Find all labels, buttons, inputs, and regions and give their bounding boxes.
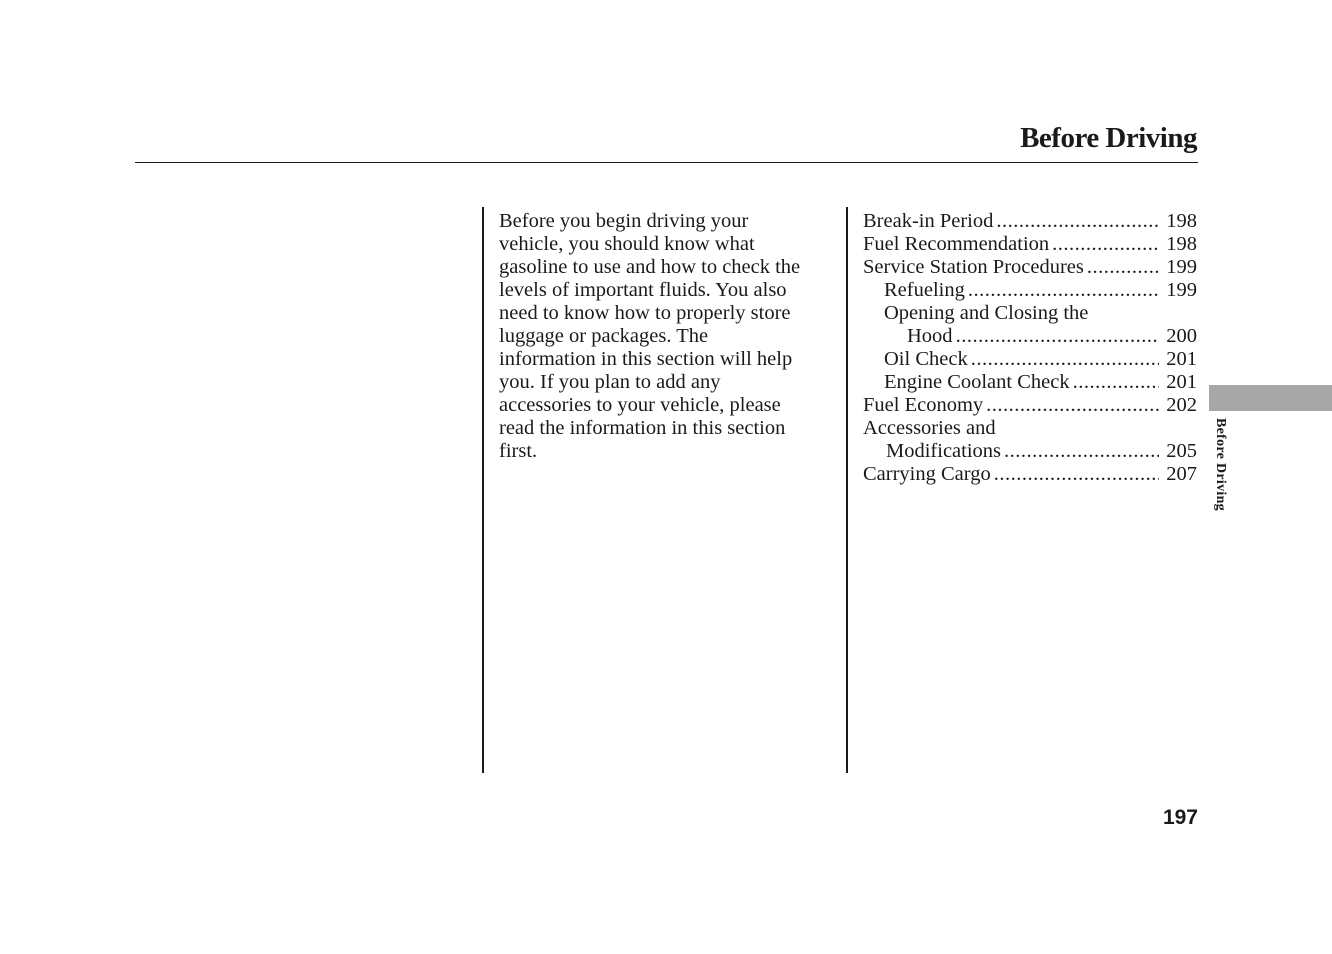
toc-leader-dots (1004, 440, 1159, 463)
toc-leader-dots (994, 463, 1160, 486)
section-side-tab (1209, 385, 1332, 411)
toc-entry-opening-closing-hood-line1[interactable] (863, 302, 1197, 325)
toc-entry-label: Carrying Cargo (863, 463, 991, 485)
toc-entry-page: 207 (1166, 463, 1197, 485)
toc-entry-label: Engine Coolant Check (884, 371, 1070, 393)
toc-entry-break-in-period[interactable] (863, 210, 1197, 233)
toc-entry-oil-check[interactable] (863, 348, 1197, 371)
toc-entry-page: 201 (1166, 371, 1197, 393)
toc-entry-page: 202 (1166, 394, 1197, 416)
intro-line: read the information in this section (499, 417, 786, 439)
toc-entry-label: Opening and Closing the (884, 302, 1089, 324)
page-title: Before Driving (1020, 122, 1197, 154)
toc-entry-label: Hood (907, 325, 953, 347)
toc-entry-page: 200 (1166, 325, 1197, 347)
toc-entry-label: Refueling (884, 279, 965, 301)
intro-line: vehicle, you should know what (499, 233, 755, 255)
intro-line: accessories to your vehicle, please (499, 394, 781, 416)
toc-entry-page: 199 (1166, 279, 1197, 301)
toc-entry-page: 198 (1166, 233, 1197, 255)
page-number: 197 (1162, 806, 1198, 829)
toc-leader-dots (986, 394, 1159, 417)
toc-entry-label: Fuel Recommendation (863, 233, 1050, 255)
toc-entry-page: 205 (1166, 440, 1197, 462)
toc-entry-page: 201 (1166, 348, 1197, 370)
intro-line: levels of important fluids. You also (499, 279, 787, 301)
toc-entry-fuel-economy[interactable] (863, 394, 1197, 417)
toc-entry-accessories-line1[interactable] (863, 417, 1197, 440)
toc-entry-engine-coolant-check[interactable] (863, 371, 1197, 394)
header-rule (135, 162, 1198, 163)
intro-line: you. If you plan to add any (499, 371, 721, 393)
intro-line: gasoline to use and how to check the (499, 256, 801, 278)
intro-line: luggage or packages. The (499, 325, 709, 347)
toc-leader-dots (968, 279, 1159, 302)
toc-entry-label: Accessories and (863, 417, 996, 439)
section-side-label: Before Driving (1213, 418, 1228, 511)
toc-leader-dots (971, 348, 1160, 371)
toc-entry-page: 199 (1166, 256, 1197, 278)
toc-entry-hood[interactable] (863, 325, 1197, 348)
toc-entry-label: Fuel Economy (863, 394, 984, 416)
intro-line: first. (499, 440, 538, 462)
toc-leader-dots (956, 325, 1160, 348)
toc-entry-label: Oil Check (884, 348, 968, 370)
toc-leader-dots (1052, 233, 1159, 256)
toc-entry-carrying-cargo[interactable] (863, 463, 1197, 486)
intro-line: need to know how to properly store (499, 302, 791, 324)
intro-line: Before you begin driving your (499, 210, 749, 232)
toc-entry-label: Service Station Procedures (863, 256, 1084, 278)
intro-paragraph (499, 210, 834, 463)
intro-line: information in this section will help (499, 348, 793, 370)
toc-leader-dots (996, 210, 1159, 233)
toc-leader-dots (1087, 256, 1159, 279)
toc-entry-page: 198 (1166, 210, 1197, 232)
toc-entry-fuel-recommendation[interactable] (863, 233, 1197, 256)
toc-entry-label: Modifications (886, 440, 1002, 462)
toc-entry-label: Break-in Period (863, 210, 994, 232)
column-divider-left (482, 207, 484, 773)
toc-entry-service-station-procedures[interactable] (863, 256, 1197, 279)
toc-entry-modifications[interactable] (863, 440, 1197, 463)
toc-entry-refueling[interactable] (863, 279, 1197, 302)
column-divider-right (846, 207, 848, 773)
toc-leader-dots (1073, 371, 1160, 394)
table-of-contents (863, 210, 1197, 486)
